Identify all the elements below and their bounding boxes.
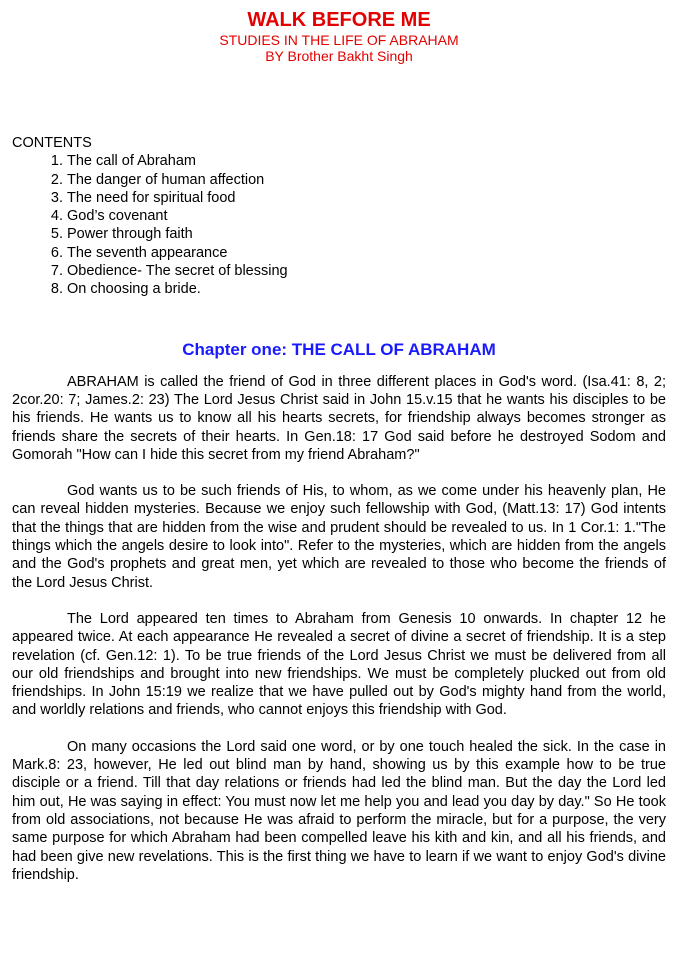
chapter-paragraph: God wants us to be such friends of His, to whom, as we come under his heavenly plan, He can reveal hidden mysteries. Because we enjoy such fellowship with God, (Matt.13: 17) God intents that the things that are hidden from the wise and prudent should be revealed to us. In 1 Cor.1: 1."The things which the angels desire to look into". Refer to the mysteries, which are hidden from the angels and the God's prophets and great men, yet which are revealed to those who become the friends of the Lord Jesus Christ. [12,483,666,591]
document-title: WALK BEFORE ME [247,9,431,31]
contents-item: 6. The seventh appearance [67,244,666,262]
chapter-paragraph: On many occasions the Lord said one word, or by one touch healed the sick. In the case in Mark.8: 23, however, He led out blind man by hand, showing us by this example how to be true disciple or a friend. Till that day relations or friends had led the blind man. But the day the Lord led him out, He was saying in effect: You must now let me help you and lead you day by day." So He took from old associations, not because He was afraid to perform the miracle, but for a purpose, the very same purpose for which Abraham had been compelled leave his kith and kin, and all his friends, and had been give new revelations. This is the first thing we have to learn if we want to enjoy God's divine friendship. [12,738,666,883]
chapter-body [12,373,666,884]
contents-item: 4. God’s covenant [67,207,666,225]
contents-item: 8. On choosing a bride. [67,280,666,298]
table-of-contents [12,134,666,299]
document-subtitle: STUDIES IN THE LIFE OF ABRAHAM [219,32,459,48]
contents-item: 1. The call of Abraham [67,152,666,170]
chapter-heading: Chapter one: THE CALL OF ABRAHAM [182,339,496,359]
chapter-paragraph: ABRAHAM is called the friend of God in three different places in God's word. (Isa.41: 8, 2; 2cor.20: 7; James.2: 23) The Lord Jesus Christ said in John 15.v.15 that he wants his disciples to be his friends. He wants us to know all his hearts secrets, for friendship always becomes stronger as friends share the secrets of their hearts. In Gen.18: 17 God said before he destroyed Sodom and Gomorah "How can I hide this secret from my friend Abraham?" [12,373,666,463]
contents-item: 2. The danger of human affection [67,171,666,189]
document-author: BY Brother Bakht Singh [265,48,413,64]
contents-list [12,152,666,298]
document-header [12,0,666,64]
contents-heading: CONTENTS [12,135,92,151]
contents-item: 7. Obedience- The secret of blessing [67,262,666,280]
chapter-paragraph: The Lord appeared ten times to Abraham from Genesis 10 onwards. In chapter 12 he appeared twice. At each appearance He revealed a secret of divine a secret of friendship. It is a step revelation (cf. Gen.12: 1). To be true friends of the Lord Jesus Christ we must be delivered from all our old friendships and brought into new friendships. We must be completely plucked out from old friendships. In John 15:19 we realize that we have pulled out by God's mighty hand from the world, and worldly relations and friends, who cannot enjoys this friendship with God. [12,610,666,719]
contents-item: 5. Power through faith [67,225,666,243]
contents-item: 3. The need for spiritual food [67,189,666,207]
